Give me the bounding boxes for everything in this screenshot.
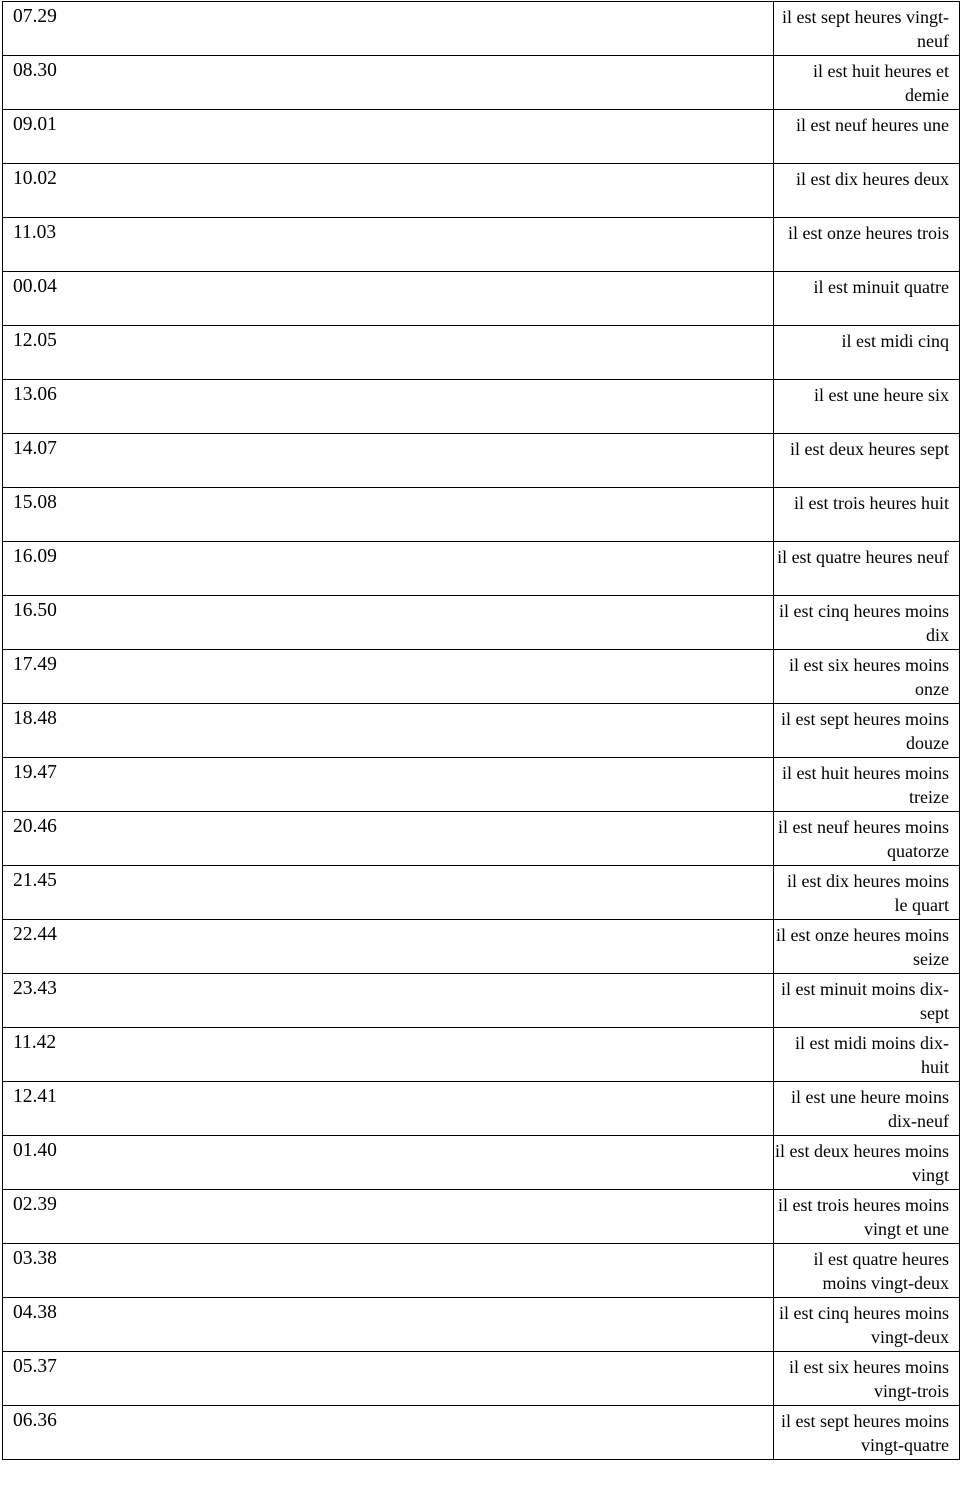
time-cell (3, 866, 774, 920)
phrase-wrapper (774, 758, 959, 811)
phrase-value: il est deux heures sept (790, 439, 949, 459)
table-row (3, 1136, 960, 1190)
time-cell (3, 758, 774, 812)
phrase-wrapper (774, 920, 959, 973)
time-value: 09.01 (13, 114, 57, 135)
table-body (3, 2, 960, 1460)
time-value: 03.38 (13, 1248, 57, 1269)
time-value: 22.44 (13, 924, 57, 945)
phrase-wrapper (774, 1028, 959, 1081)
time-cell (3, 650, 774, 704)
phrase-cell (774, 218, 960, 272)
phrase-wrapper (774, 1406, 959, 1459)
phrase-wrapper (774, 56, 959, 109)
table-row (3, 326, 960, 380)
phrase-value: il est sept heures moins vingt-quatre (781, 1411, 949, 1455)
phrase-value: il est cinq heures moins vingt-deux (779, 1303, 949, 1347)
time-value: 11.42 (13, 1032, 57, 1053)
time-cell (3, 704, 774, 758)
time-value: 13.06 (13, 384, 57, 405)
time-value: 07.29 (13, 6, 57, 27)
time-value: 05.37 (13, 1356, 57, 1377)
table-row (3, 974, 960, 1028)
time-value: 15.08 (13, 492, 57, 513)
phrase-cell (774, 380, 960, 434)
time-value: 16.50 (13, 600, 57, 621)
phrase-cell (774, 1406, 960, 1460)
phrase-wrapper (774, 542, 959, 595)
phrase-value: il est trois heures huit (794, 493, 949, 513)
phrase-cell (774, 650, 960, 704)
phrase-cell (774, 272, 960, 326)
phrase-wrapper (774, 650, 959, 703)
phrase-value: il est sept heures vingt-neuf (782, 7, 949, 51)
time-cell (3, 1352, 774, 1406)
phrase-cell (774, 326, 960, 380)
time-cell (3, 164, 774, 218)
phrase-wrapper (774, 326, 959, 379)
phrase-value: il est minuit quatre (813, 277, 949, 297)
phrase-value: il est trois heures moins vingt et une (778, 1195, 949, 1239)
time-cell (3, 812, 774, 866)
table-row (3, 272, 960, 326)
phrase-value: il est six heures moins vingt-trois (789, 1357, 949, 1401)
phrase-cell (774, 758, 960, 812)
table-row (3, 650, 960, 704)
phrase-cell (774, 1298, 960, 1352)
time-value: 10.02 (13, 168, 57, 189)
phrase-value: il est six heures moins onze (789, 655, 949, 699)
phrase-value: il est neuf heures une (796, 115, 949, 135)
table-row (3, 542, 960, 596)
phrase-wrapper (774, 272, 959, 325)
table-row (3, 434, 960, 488)
time-cell (3, 1244, 774, 1298)
phrase-value: il est midi cinq (841, 331, 949, 351)
phrase-cell (774, 704, 960, 758)
table-row (3, 1028, 960, 1082)
phrase-value: il est onze heures trois (788, 223, 949, 243)
time-cell (3, 920, 774, 974)
phrase-cell (774, 1190, 960, 1244)
time-value: 06.36 (13, 1410, 57, 1431)
table-row (3, 866, 960, 920)
time-value: 12.41 (13, 1086, 57, 1107)
time-cell (3, 1406, 774, 1460)
table-row (3, 704, 960, 758)
table-row (3, 812, 960, 866)
phrase-wrapper (774, 110, 959, 163)
time-value: 02.39 (13, 1194, 57, 1215)
phrase-value: il est quatre heures moins vingt-deux (813, 1249, 949, 1293)
table-row (3, 1190, 960, 1244)
time-cell (3, 434, 774, 488)
table-row (3, 1352, 960, 1406)
phrase-value: il est minuit moins dix-sept (780, 979, 949, 1023)
time-value: 04.38 (13, 1302, 57, 1323)
phrase-value: il est cinq heures moins dix (779, 601, 949, 645)
table-row (3, 2, 960, 56)
time-value: 23.43 (13, 978, 57, 999)
time-cell (3, 218, 774, 272)
phrase-wrapper (774, 218, 959, 271)
phrase-cell (774, 2, 960, 56)
time-cell (3, 110, 774, 164)
phrase-cell (774, 488, 960, 542)
time-value: 00.04 (13, 276, 57, 297)
phrase-wrapper (774, 164, 959, 217)
time-value: 12.05 (13, 330, 57, 351)
time-value: 19.47 (13, 762, 57, 783)
phrase-value: il est onze heures moins seize (776, 925, 949, 969)
time-cell (3, 56, 774, 110)
phrase-wrapper (774, 380, 959, 433)
time-value: 20.46 (13, 816, 57, 837)
phrase-cell (774, 596, 960, 650)
phrase-wrapper (774, 434, 959, 487)
phrase-wrapper (774, 488, 959, 541)
phrase-cell (774, 1136, 960, 1190)
phrase-cell (774, 1352, 960, 1406)
phrase-value: il est deux heures moins vingt (775, 1141, 949, 1185)
phrase-wrapper (774, 866, 959, 919)
table-row (3, 218, 960, 272)
time-cell (3, 542, 774, 596)
phrase-cell (774, 434, 960, 488)
phrase-value: il est dix heures moins le quart (787, 871, 949, 915)
phrase-cell (774, 812, 960, 866)
time-cell (3, 1136, 774, 1190)
time-value: 08.30 (13, 60, 57, 81)
phrase-value: il est une heure moins dix-neuf (791, 1087, 949, 1131)
time-value: 14.07 (13, 438, 57, 459)
phrase-wrapper (774, 812, 959, 865)
time-value: 21.45 (13, 870, 57, 891)
phrase-cell (774, 974, 960, 1028)
table-row (3, 596, 960, 650)
table-row (3, 1298, 960, 1352)
phrase-wrapper (774, 1244, 959, 1297)
table-row (3, 110, 960, 164)
time-value: 16.09 (13, 546, 57, 567)
time-value: 18.48 (13, 708, 57, 729)
table-row (3, 758, 960, 812)
time-cell (3, 2, 774, 56)
phrase-value: il est sept heures moins douze (781, 709, 949, 753)
phrase-cell (774, 56, 960, 110)
time-cell (3, 974, 774, 1028)
phrase-wrapper (774, 1136, 959, 1189)
phrase-value: il est huit heures moins treize (782, 763, 949, 807)
time-cell (3, 272, 774, 326)
phrase-wrapper (774, 1352, 959, 1405)
time-cell (3, 488, 774, 542)
phrase-cell (774, 164, 960, 218)
time-cell (3, 380, 774, 434)
phrase-cell (774, 110, 960, 164)
phrase-cell (774, 542, 960, 596)
phrase-value: il est neuf heures moins quatorze (778, 817, 949, 861)
table-row (3, 164, 960, 218)
phrase-cell (774, 1082, 960, 1136)
phrase-wrapper (774, 704, 959, 757)
phrase-wrapper (774, 1082, 959, 1135)
table-row (3, 1406, 960, 1460)
phrase-cell (774, 866, 960, 920)
phrase-wrapper (774, 974, 959, 1027)
phrase-wrapper (774, 1298, 959, 1351)
table-row (3, 920, 960, 974)
time-cell (3, 326, 774, 380)
phrase-wrapper (774, 1190, 959, 1243)
phrase-value: il est une heure six (814, 385, 949, 405)
table-row (3, 488, 960, 542)
table-row (3, 1244, 960, 1298)
time-cell (3, 596, 774, 650)
table-row (3, 1082, 960, 1136)
phrase-value: il est huit heures et demie (813, 61, 949, 105)
table-row (3, 56, 960, 110)
phrase-cell (774, 920, 960, 974)
time-phrase-table (2, 1, 960, 1460)
time-value: 17.49 (13, 654, 57, 675)
time-cell (3, 1082, 774, 1136)
phrase-value: il est quatre heures neuf (777, 547, 949, 567)
phrase-value: il est midi moins dix-huit (794, 1033, 949, 1077)
phrase-cell (774, 1028, 960, 1082)
phrase-value: il est dix heures deux (796, 169, 949, 189)
phrase-cell (774, 1244, 960, 1298)
table-row (3, 380, 960, 434)
phrase-wrapper (774, 2, 959, 55)
time-cell (3, 1298, 774, 1352)
time-value: 01.40 (13, 1140, 57, 1161)
phrase-wrapper (774, 596, 959, 649)
time-cell (3, 1190, 774, 1244)
time-cell (3, 1028, 774, 1082)
time-value: 11.03 (13, 222, 57, 243)
